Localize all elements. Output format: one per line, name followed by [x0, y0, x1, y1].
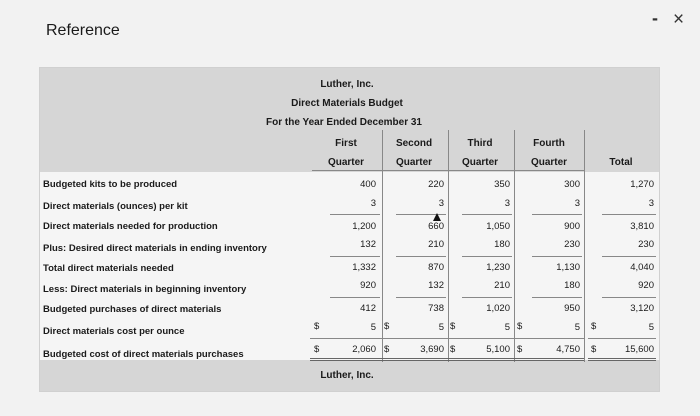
subtotal-rule: [396, 256, 446, 257]
currency-symbol: $: [314, 344, 320, 355]
col-header-q3-line1: Third: [467, 138, 493, 149]
q2-needed: 660: [428, 221, 444, 232]
total-double-rule: [514, 358, 584, 361]
total-ending-inv: 230: [638, 239, 654, 250]
subtotal-rule: [602, 297, 656, 298]
row-label-cost-per-ounce: Direct materials cost per ounce: [43, 326, 185, 337]
row-label-kits: Budgeted kits to be produced: [43, 179, 178, 190]
q3-cost-per-ounce: 5: [504, 322, 510, 333]
subtotal-rule: [514, 338, 584, 339]
q2-kits: 220: [428, 179, 444, 190]
col-header-q3-line2: Quarter: [461, 157, 499, 168]
currency-symbol: $: [384, 344, 390, 355]
header-rule: [448, 170, 514, 171]
q4-ounces: 3: [574, 198, 580, 209]
total-ounces: 3: [648, 198, 654, 209]
window-title: Reference: [46, 22, 120, 39]
subtotal-rule: [462, 214, 512, 215]
mouse-cursor-icon: [433, 213, 441, 221]
budget-title: Direct Materials Budget: [291, 98, 403, 109]
company-name: Luther, Inc.: [320, 79, 374, 90]
q2-ounces: 3: [438, 198, 444, 209]
header-rule: [514, 170, 584, 171]
q1-beginning-inv: 920: [360, 280, 376, 291]
subtotal-rule: [310, 338, 382, 339]
subtotal-rule: [532, 297, 582, 298]
q1-cost-per-ounce: 5: [370, 322, 376, 333]
subtotal-rule: [602, 214, 656, 215]
q1-cost-purchases: 2,060: [352, 344, 376, 355]
subtotal-rule: [330, 297, 380, 298]
row-label-ounces-per-kit: Direct materials (ounces) per kit: [43, 201, 188, 212]
row-label-total-needed: Total direct materials needed: [43, 263, 174, 274]
currency-symbol: $: [591, 344, 597, 355]
col-header-q4-line1: Fourth: [533, 138, 565, 149]
currency-symbol: $: [517, 321, 523, 332]
subtotal-rule: [532, 214, 582, 215]
total-purchases: 3,120: [630, 303, 654, 314]
header-rule: [382, 170, 448, 171]
q2-cost-purchases: 3,690: [420, 344, 444, 355]
q3-beginning-inv: 210: [494, 280, 510, 291]
col-header-total: Total: [609, 157, 633, 168]
col-header-q4-line2: Quarter: [530, 157, 568, 168]
row-label-cost-of-purchases: Budgeted cost of direct materials purchases: [43, 349, 244, 360]
q2-ending-inv: 210: [428, 239, 444, 250]
minimize-button[interactable]: -: [652, 8, 658, 28]
company-name-footer: Luther, Inc.: [320, 370, 374, 381]
total-double-rule: [448, 358, 514, 361]
period-label: For the Year Ended December 31: [266, 117, 422, 128]
total-total-needed: 4,040: [630, 262, 654, 273]
q1-ounces: 3: [370, 198, 376, 209]
total-double-rule: [382, 358, 448, 361]
total-cost-purchases: 15,600: [624, 344, 654, 355]
row-label-ending-inventory: Plus: Desired direct materials in ending inventory: [43, 243, 267, 254]
column-separator: [448, 130, 449, 362]
q4-total-needed: 1,130: [556, 262, 580, 273]
currency-symbol: $: [591, 321, 597, 332]
q3-needed: 1,050: [486, 221, 510, 232]
total-kits: 1,270: [630, 179, 654, 190]
q4-ending-inv: 230: [564, 239, 580, 250]
col-header-q2-line2: Quarter: [395, 157, 433, 168]
currency-symbol: $: [384, 321, 390, 332]
col-header-q1-line2: Quarter: [327, 157, 365, 168]
q4-kits: 300: [564, 179, 580, 190]
subtotal-rule: [330, 214, 380, 215]
currency-symbol: $: [314, 321, 320, 332]
subtotal-rule: [588, 338, 656, 339]
subtotal-rule: [462, 256, 512, 257]
total-needed-production: 3,810: [630, 221, 654, 232]
currency-symbol: $: [450, 321, 456, 332]
subtotal-rule: [382, 338, 448, 339]
q3-purchases: 1,020: [486, 303, 510, 314]
column-separator: [382, 130, 383, 362]
row-label-purchases: Budgeted purchases of direct materials: [43, 304, 222, 315]
subtotal-rule: [448, 338, 514, 339]
currency-symbol: $: [517, 344, 523, 355]
q2-total-needed: 870: [428, 262, 444, 273]
row-label-needed-production: Direct materials needed for production: [43, 221, 218, 232]
total-double-rule: [310, 358, 382, 361]
total-double-rule: [588, 358, 656, 361]
q4-needed: 900: [564, 221, 580, 232]
q1-kits: 400: [360, 179, 376, 190]
q2-cost-per-ounce: 5: [438, 322, 444, 333]
header-rule: [312, 170, 382, 171]
q1-needed: 1,200: [352, 221, 376, 232]
total-beginning-inv: 920: [638, 280, 654, 291]
q1-purchases: 412: [360, 303, 376, 314]
subtotal-rule: [396, 297, 446, 298]
q3-ounces: 3: [504, 198, 510, 209]
col-header-q1-line1: First: [335, 138, 357, 149]
column-separator: [584, 130, 585, 362]
row-label-beginning-inventory: Less: Direct materials in beginning inventory: [43, 284, 247, 295]
q4-cost-per-ounce: 5: [574, 322, 580, 333]
q2-purchases: 738: [428, 303, 444, 314]
column-separator: [514, 130, 515, 362]
q1-total-needed: 1,332: [352, 262, 376, 273]
subtotal-rule: [602, 256, 656, 257]
close-button[interactable]: ×: [673, 9, 685, 30]
q4-cost-purchases: 4,750: [556, 344, 580, 355]
q3-total-needed: 1,230: [486, 262, 510, 273]
q3-cost-purchases: 5,100: [486, 344, 510, 355]
subtotal-rule: [330, 256, 380, 257]
q4-beginning-inv: 180: [564, 280, 580, 291]
budget-sheet: [39, 67, 660, 392]
q3-kits: 350: [494, 179, 510, 190]
total-cost-per-ounce: 5: [648, 322, 654, 333]
q3-ending-inv: 180: [494, 239, 510, 250]
col-header-q2-line1: Second: [395, 138, 433, 149]
subtotal-rule: [532, 256, 582, 257]
q4-purchases: 950: [564, 303, 580, 314]
q1-ending-inv: 132: [360, 239, 376, 250]
q2-beginning-inv: 132: [428, 280, 444, 291]
currency-symbol: $: [450, 344, 456, 355]
subtotal-rule: [462, 297, 512, 298]
